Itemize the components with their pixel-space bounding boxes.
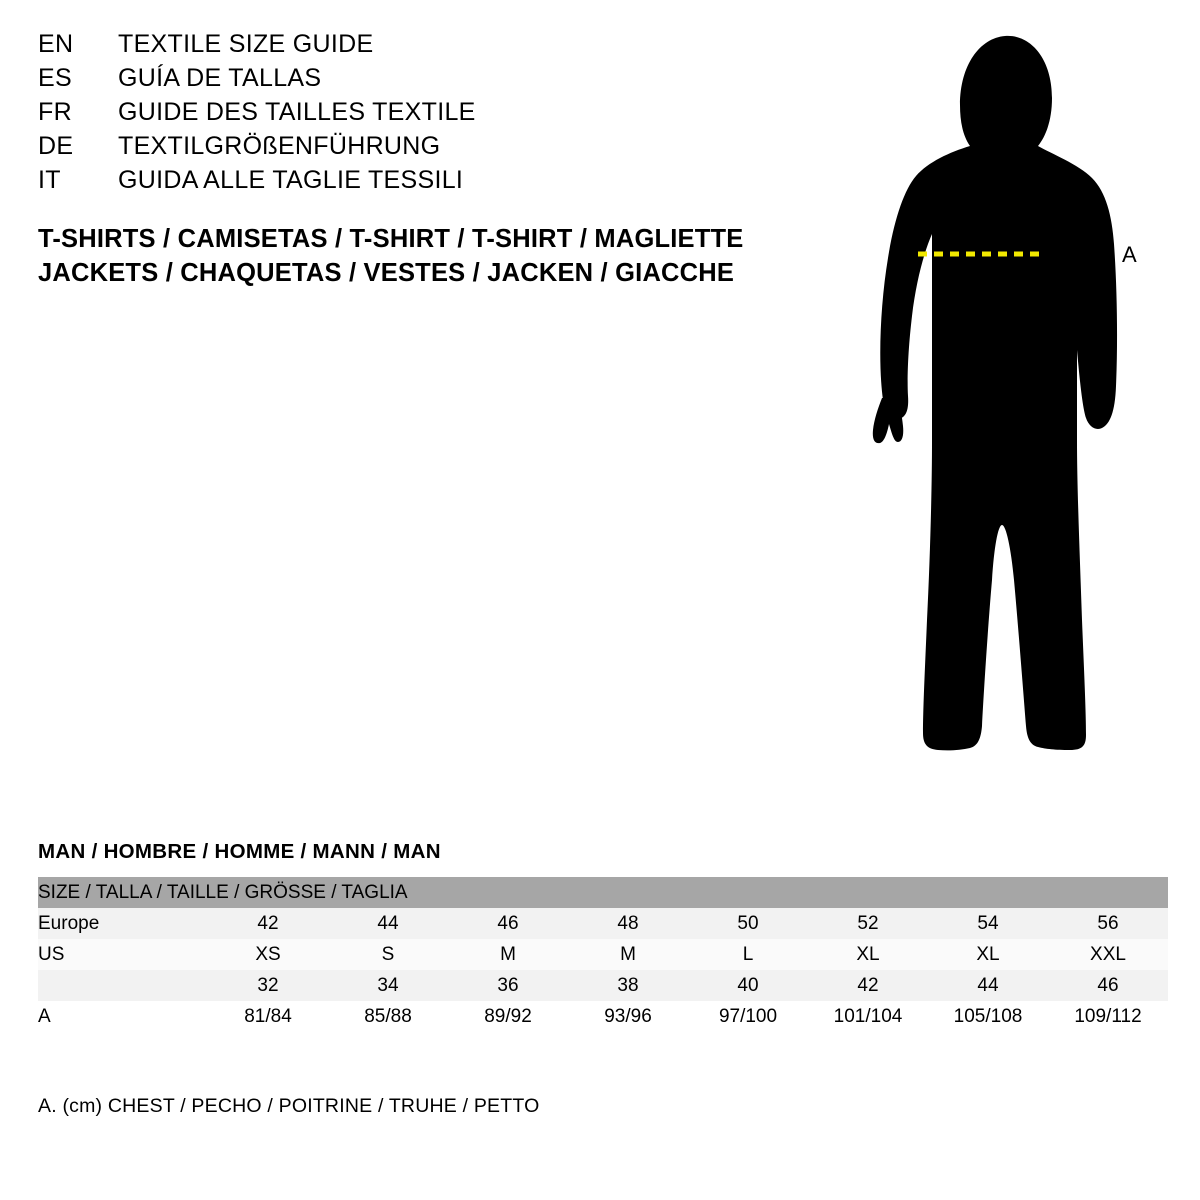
row-label: US (38, 939, 208, 970)
table-cell: M (568, 939, 688, 970)
row-label: Europe (38, 908, 208, 939)
language-code: EN (38, 30, 74, 58)
table-cell: 36 (448, 970, 568, 1001)
table-cell: 105/108 (928, 1001, 1048, 1032)
table-cell: XL (928, 939, 1048, 970)
table-cell: 93/96 (568, 1001, 688, 1032)
table-cell: 46 (448, 908, 568, 939)
measure-leader-dashes (1088, 253, 1114, 256)
table-cell: 85/88 (328, 1001, 448, 1032)
table-cell: 97/100 (688, 1001, 808, 1032)
table-cell: 44 (328, 908, 448, 939)
table-row (38, 939, 1168, 970)
table-cell: 109/112 (1048, 1001, 1168, 1032)
language-text: GUÍA DE TALLAS (118, 64, 322, 92)
table-cell: 101/104 (808, 1001, 928, 1032)
language-code: ES (38, 64, 72, 92)
body-figure (830, 20, 1180, 790)
size-table (38, 877, 1168, 1032)
table-cell: 42 (808, 970, 928, 1001)
male-body-silhouette (830, 20, 1180, 790)
table-cell: S (328, 939, 448, 970)
measure-label-a: A (1122, 242, 1138, 267)
table-header-row (38, 877, 1168, 908)
row-label (38, 970, 208, 1001)
table-header-label: SIZE / TALLA / TAILLE / GRÖSSE / TAGLIA (38, 877, 1168, 908)
table-cell: 34 (328, 970, 448, 1001)
table-cell: 81/84 (208, 1001, 328, 1032)
language-row (38, 166, 798, 200)
table-cell: XL (808, 939, 928, 970)
footnote: A. (cm) CHEST / PECHO / POITRINE / TRUHE / PETTO (38, 1095, 540, 1117)
table-row (38, 1001, 1168, 1032)
gender-title: MAN / HOMBRE / HOMME / MANN / MAN (38, 840, 441, 863)
language-list (38, 30, 798, 200)
table-cell: 89/92 (448, 1001, 568, 1032)
language-text: TEXTILGRÖßENFÜHRUNG (118, 132, 441, 160)
language-row (38, 98, 798, 132)
table-cell: 56 (1048, 908, 1168, 939)
table-cell: XXL (1048, 939, 1168, 970)
language-code: IT (38, 166, 61, 194)
language-row (38, 132, 798, 166)
table-cell: 46 (1048, 970, 1168, 1001)
table-row (38, 970, 1168, 1001)
table-cell: 44 (928, 970, 1048, 1001)
garment-categories (38, 222, 798, 290)
table-cell: XS (208, 939, 328, 970)
language-row (38, 64, 798, 98)
category-tshirts: T-SHIRTS / CAMISETAS / T-SHIRT / T-SHIRT / MAGLIETTE (38, 225, 744, 253)
table-cell: 52 (808, 908, 928, 939)
table-cell: 54 (928, 908, 1048, 939)
table-cell: M (448, 939, 568, 970)
table-cell: 32 (208, 970, 328, 1001)
table-cell: 40 (688, 970, 808, 1001)
table-cell: L (688, 939, 808, 970)
language-code: FR (38, 98, 72, 126)
language-code: DE (38, 132, 74, 160)
category-jackets: JACKETS / CHAQUETAS / VESTES / JACKEN / GIACCHE (38, 259, 735, 287)
table-cell: 48 (568, 908, 688, 939)
language-text: GUIDE DES TAILLES TEXTILE (118, 98, 476, 126)
table-cell: 50 (688, 908, 808, 939)
table-cell: 42 (208, 908, 328, 939)
language-row (38, 30, 798, 64)
table-row (38, 908, 1168, 939)
row-label: A (38, 1001, 208, 1032)
language-text: TEXTILE SIZE GUIDE (118, 30, 374, 58)
table-cell: 38 (568, 970, 688, 1001)
language-text: GUIDA ALLE TAGLIE TESSILI (118, 166, 464, 194)
size-table-section (38, 840, 1168, 1032)
